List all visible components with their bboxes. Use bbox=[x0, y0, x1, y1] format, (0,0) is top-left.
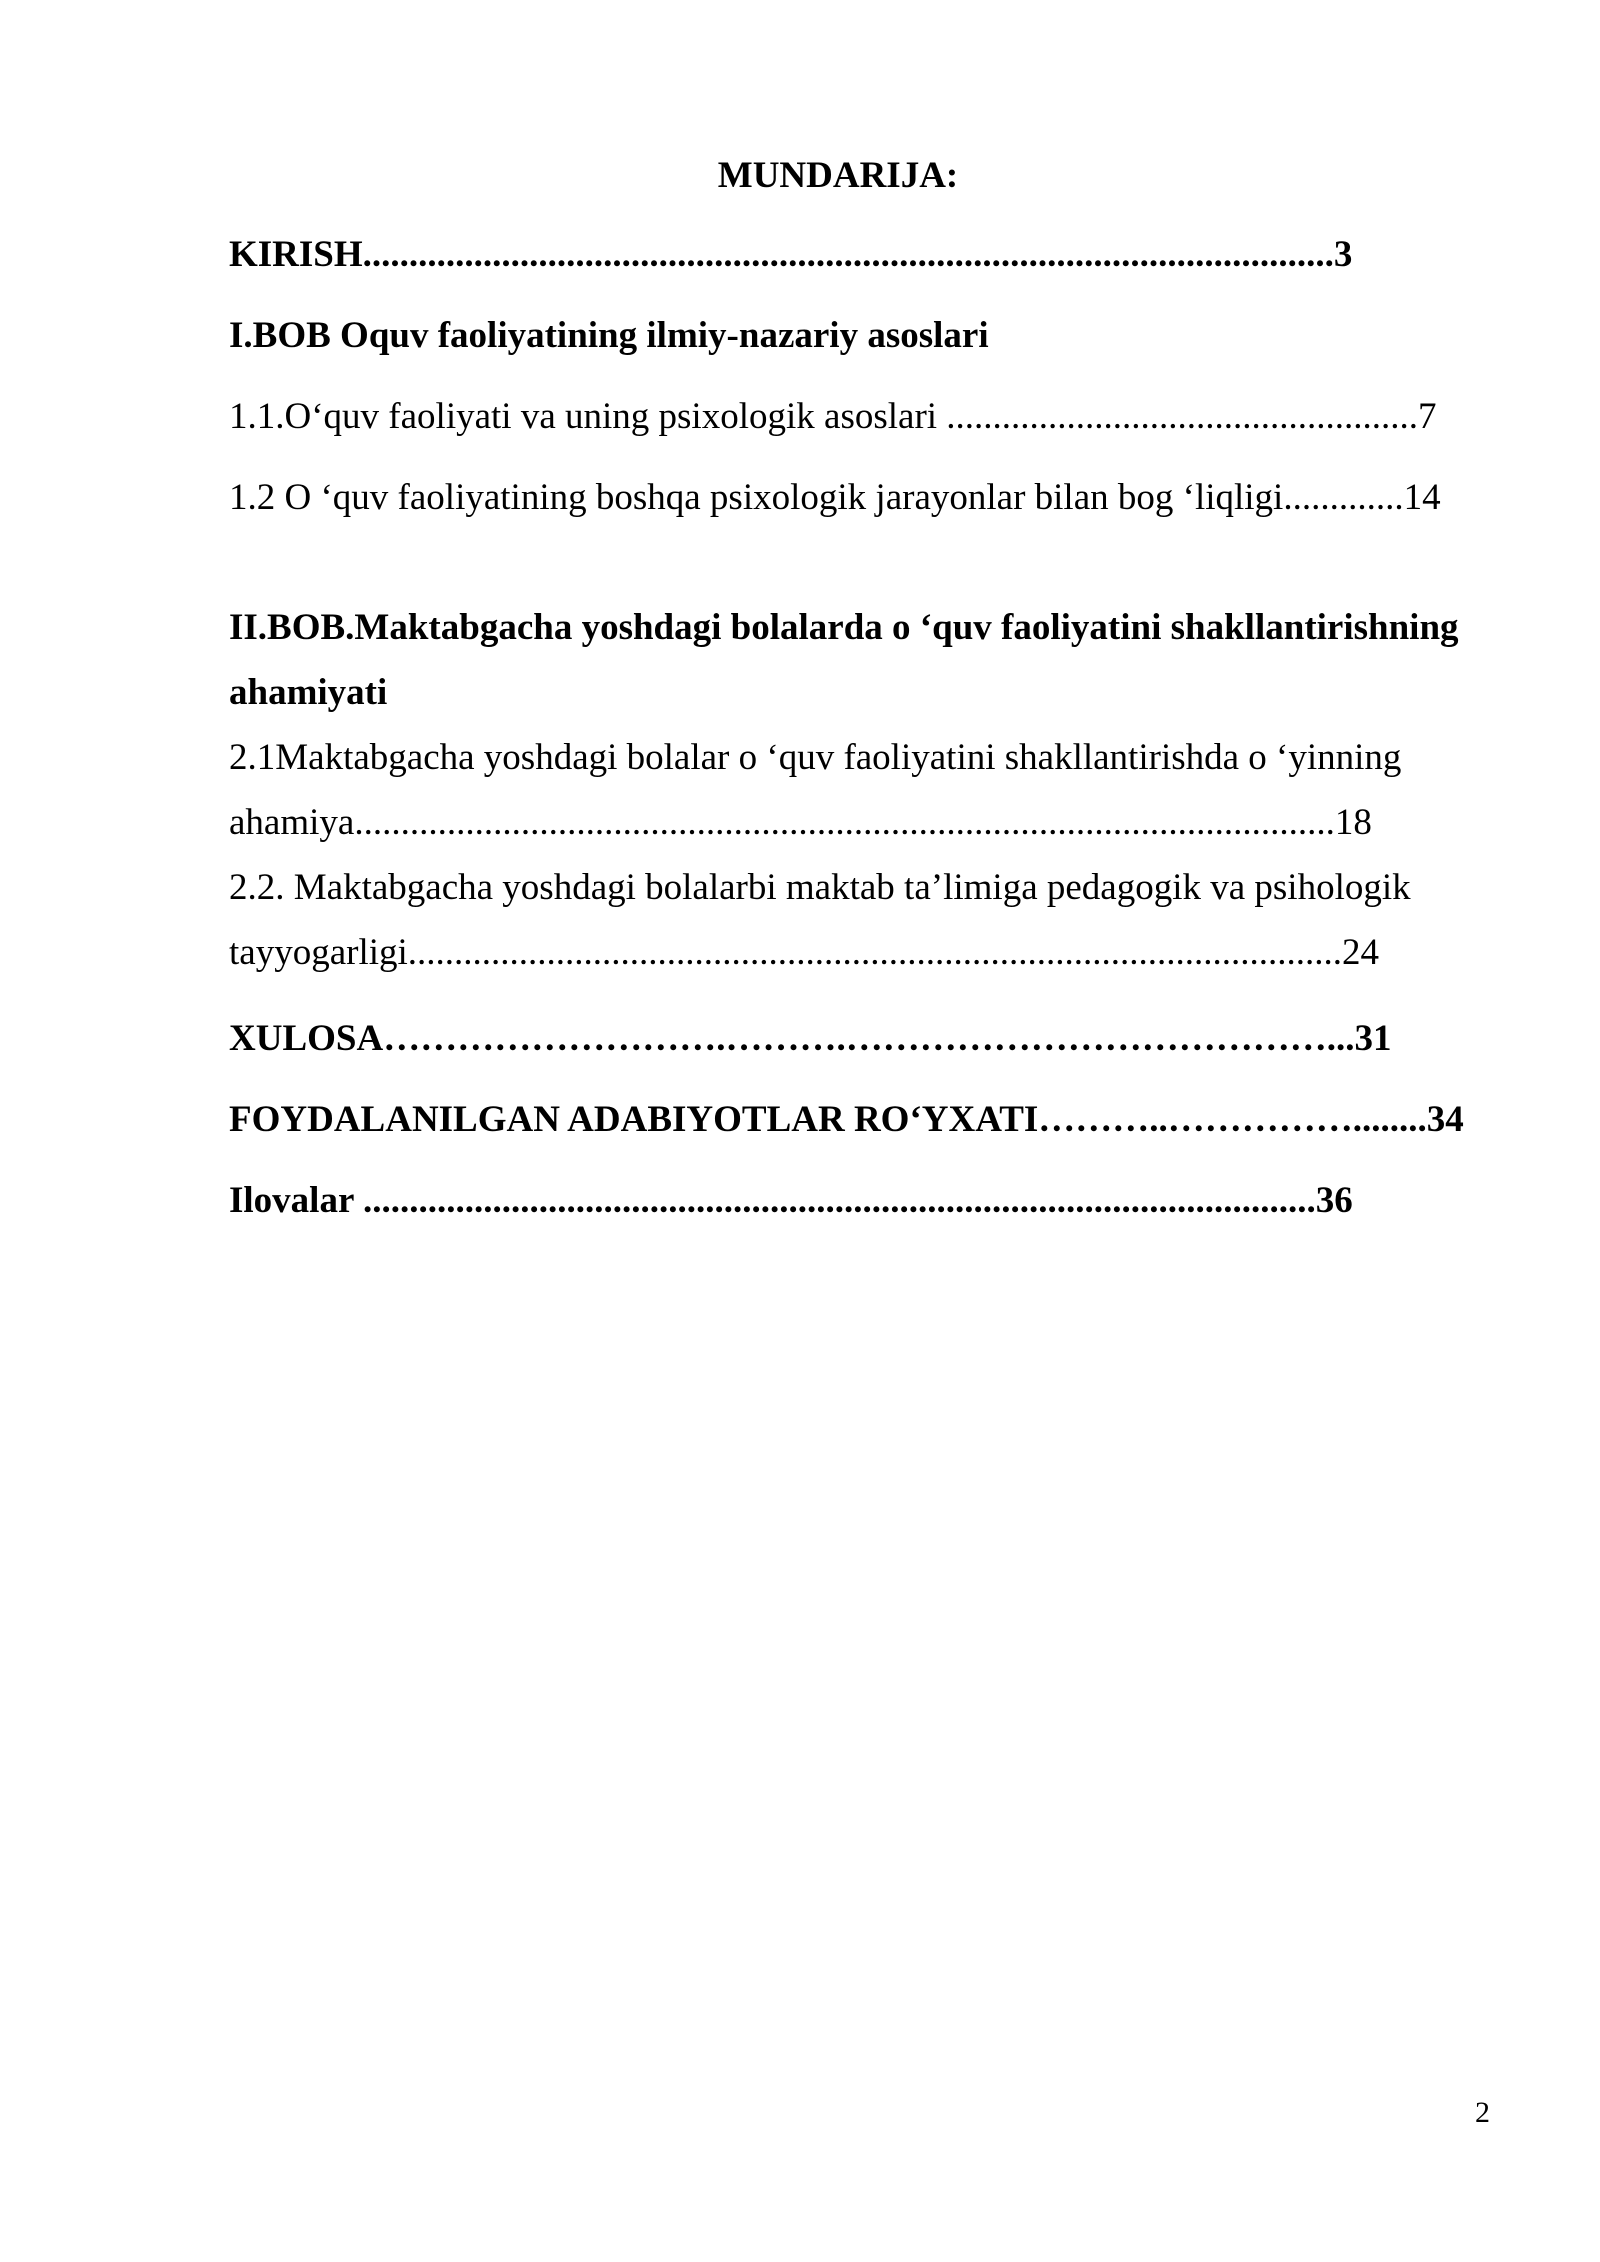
toc-entry-1-1: 1.1.O‘quv faoliyati va uning psixologik asoslari ...................................................7 bbox=[229, 396, 1437, 437]
toc-entry-xulosa: XULOSA……………………….……….…………………………………...31 bbox=[229, 1018, 1392, 1059]
toc-entry-ilovalar: Ilovalar .......................................................................................................36 bbox=[229, 1180, 1353, 1221]
toc-chapter-2-title-line1: II.BOB.Maktabgacha yoshdagi bolalarda o ‘quv faoliyatini shakllantirishning bbox=[229, 607, 1459, 648]
page-number: 2 bbox=[1475, 2096, 1490, 2129]
toc-chapter-2-title-line2: ahamiyati bbox=[229, 672, 388, 713]
toc-entry-1-2: 1.2 O ‘quv faoliyatining boshqa psixologik jarayonlar bilan bog ‘liqligi.............14 bbox=[229, 477, 1441, 518]
toc-entry-2-2-line1: 2.2. Maktabgacha yoshdagi bolalarbi maktab ta’limiga pedagogik va psihologik bbox=[229, 867, 1411, 908]
toc-title: MUNDARIJA: bbox=[717, 155, 959, 196]
toc-chapter-1-title: I.BOB Oquv faoliyatining ilmiy-nazariy asoslari bbox=[229, 315, 989, 356]
table-of-contents bbox=[229, 229, 1489, 1227]
toc-entry-2-1-line2: ahamiya..........................................................................................................18 bbox=[229, 802, 1372, 843]
toc-entry-adabiyotlar: FOYDALANILGAN ADABIYOTLAR RO‘YXATI………..……………........34 bbox=[229, 1099, 1464, 1140]
toc-entry-2-1-line1: 2.1Maktabgacha yoshdagi bolalar o ‘quv faoliyatini shakllantirishda o ‘yinning bbox=[229, 737, 1402, 778]
toc-entry-kirish: KIRISH.........................................................................................................3 bbox=[229, 234, 1353, 275]
toc-entry-2-2-line2: tayyogarligi.....................................................................................................24 bbox=[229, 932, 1380, 973]
